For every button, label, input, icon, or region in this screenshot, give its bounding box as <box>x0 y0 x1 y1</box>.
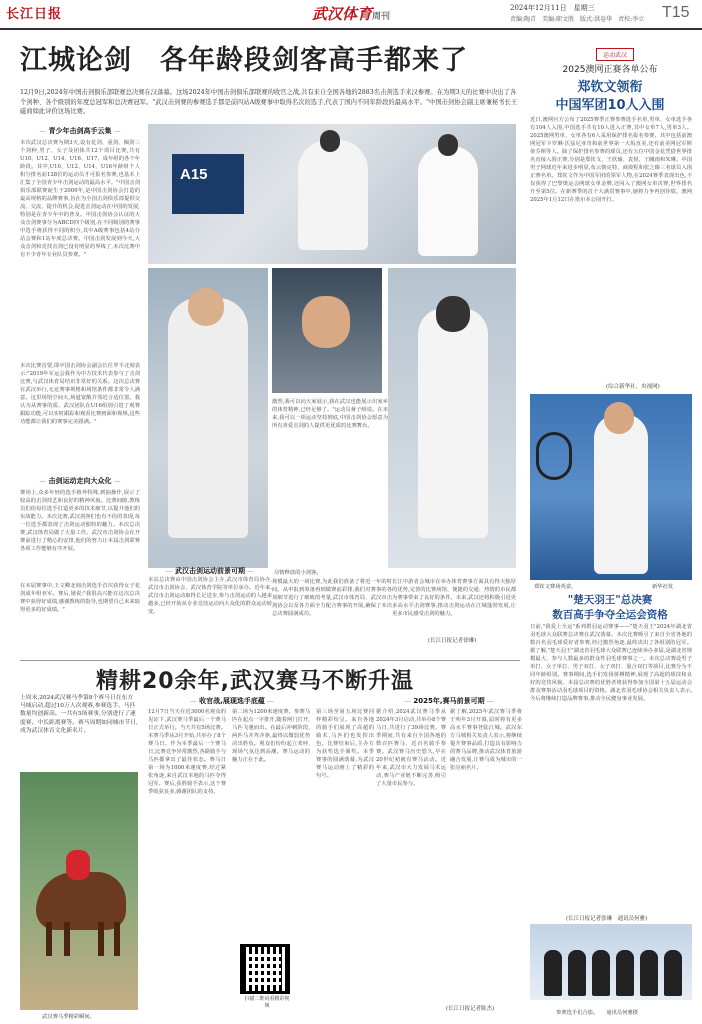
group-person <box>568 950 586 996</box>
article1-column-1 <box>20 126 140 616</box>
fencing-photo-kid-left <box>148 268 268 568</box>
article1-source: (长江日报记者徐琳) <box>428 638 477 644</box>
badminton-source: (长江日报记者张琳 通讯员何雅) <box>566 916 648 922</box>
fencing-mask-right <box>438 134 458 156</box>
group-person <box>664 950 682 996</box>
article2-source: (长江日报记者陈杰) <box>446 1006 495 1012</box>
article2-body-5: 据了解,2025年武汉赛马季将于明年3月开幕,届时将有更多高水平赛事登陆江城。武汉东方马城相关负责人表示,将继续提升赛事品质,打造具有影响力的赛马品牌,推动武汉体育旅游融合发展,让赛马成为城市的一张亮丽名片。 <box>450 709 522 771</box>
group-person <box>640 950 658 996</box>
fencing-photo-main <box>148 124 516 264</box>
article1-body-7: 规模最大的一场比赛,为此我们准备了将近一年的时间。从申报到筹备再到做赛前彩排,我们对赛事的各项细节进行了细致的考量,武汉市体育局、武汉市击剑协会以及各方面全力配合赛事的开展,确保了本次总决赛圆满成功。 <box>272 579 392 617</box>
page-header <box>0 0 702 30</box>
horse-leg <box>64 922 70 956</box>
fencing-mask-left <box>320 130 340 152</box>
article2-lead: 上周末,2024武汉赛马季第8个赛马日在东方马城启动,超过10万人次观赛,参赛选手、马匹数量均创新高。一共有5场赛事,分别进行了速度赛、中长距离赛等。赛马周期如同城市节日,成为武汉体育文化新名片。 <box>20 695 138 734</box>
column-tag <box>596 42 634 61</box>
badminton-title-line-1: "楚天羽王"总决赛 <box>567 594 653 606</box>
tennis-player-head <box>604 402 634 434</box>
fencing-photo-kid-right <box>388 268 516 568</box>
section-brand <box>312 3 390 24</box>
qr-caption: 扫描二维码看精彩视频 <box>244 996 290 1009</box>
fencing-photo-caption: 尽情释放的小剑客。 <box>274 570 322 576</box>
video-qr-code[interactable] <box>240 944 290 994</box>
badminton-photo-caption: 参赛选手们合影。 通讯员何雅摄 <box>556 1010 639 1016</box>
group-person <box>616 950 634 996</box>
fencing-photo-kid-cheer <box>272 268 382 393</box>
article1-body-2: 本次比赛首要,即中国击剑协会副会长任罗平北刻表示:"2019年军运会我作为中方技术代表参与了击剑比赛,与武汉体育局结识非常好的关系。这次总决赛在武汉举行,无论赛事规格和场馆条件都非常令人满意。这里场馆空间大,场道宽敞并邻近合适位置。我认为从赛事的质、武汉团队在U16组别引进了观赛跟踪功能,可以实时跟踪和观看比赛画面和视频,这些功能都让我们的赛事完美圆满。" <box>20 363 140 425</box>
young-fencer-right <box>418 308 488 538</box>
tennis-photo <box>530 394 692 580</box>
tennis-body: 近日,澳网官方公布了2025赛季正赛参赛选手名单,男单、女单选手各有104人入围,中国选手共有10人进入正赛,其中女单7人,男单3人。2025澳网男单、女单各有6人采用保护排名报名参赛。其中包括前澳网冠军卡罗琳·沃兹尼亚奇和前世界第一大坂直美,还有前美网冠军斯蒂芬斯等人。除了保护排名参赛的球员,还有五位中国金花凭借世界排名直接入围正赛,分别是郑钦文、王欣瑜、袁悦、王曦雨和朱琳。中国男子网球近年来进步明显,布云朝克特、商竣程和张之臻三名球员入围正赛名单。郑钦文作为中国军团的领军人物,在2024赛季表现出色,不仅获得了巴黎奥运会网球女单金牌,还闯入了澳网女单决赛,世界排名升至第5位。在新赛季的首个大满贯赛事中,她将力争再创佳绩。澳网2025年1月12日在墨尔本公园开打。 <box>530 117 692 203</box>
page-number: T15 <box>662 4 690 21</box>
racket-icon <box>536 432 572 480</box>
tennis-photo-credit: 新华社发 <box>652 584 674 590</box>
horse-racing-photo <box>20 772 138 1010</box>
tennis-title-line-1: 郑钦文领衔 <box>577 80 643 95</box>
young-fencer-head <box>188 288 224 326</box>
fencing-mask-kid <box>436 296 470 332</box>
section-brand-suffix: 周刊 <box>372 12 391 22</box>
editor-credits: 责编:陶青 美编:职文胜 版式:洪卷华 责校:李立 <box>510 16 645 23</box>
horse-racing-caption: 武汉赛马季精彩瞬间。 <box>42 1014 95 1020</box>
tennis-source: (综合新华社、央视网) <box>606 384 660 390</box>
article1-body-3: 赛场上,众多年轻的选手格外特殊,到抽操作,展示了较高的击剑技艺和良好的精神风貌。比赛间隙,教练员们给每位选手打造更多的技术细节,以提升他们的实战能力。本次比赛,武汉剑客们也有不俗的表现,每一位选手都表现了击剑运动独特的魅力。本次总决赛,武汉体育局做了大量工作。武汉市击剑协会在开赛前进行了精心的安排,他们的努力让本届击剑联赛各项工作能够有序开展。 <box>20 490 140 552</box>
badminton-title-line-2: 数百高手争夺全运会资格 <box>552 609 668 621</box>
article1-subheading-2: — 击剑运动走向大众化 — <box>20 476 140 486</box>
article2-subheading-1: — 收官战,展现选手底蕴 — <box>148 696 316 706</box>
badminton-group-photo <box>530 924 692 1000</box>
fencer-right <box>418 146 478 256</box>
article1-body-8: 长江中游省会城市在举办体育赛事方面具有得天独厚的优势,完善的比赛场馆、便捷的交通、热情的市民都为赛事带来了良好的条件。未来,武汉还将积极引进更多高水平击剑赛事,推动击剑运动在江城蓬勃发展,让更多市民感受击剑的魅力。 <box>392 579 516 617</box>
article2-headline: 精耕20余年,武汉赛马不断升温 <box>96 669 414 694</box>
tennis-player <box>594 414 648 574</box>
tennis-title-small: 2025澳网正赛各单公布 <box>562 65 658 75</box>
horse-leg <box>114 922 120 956</box>
article1-body-6: 本站总决赛由中国击剑协会主办,武汉市体育局协办,武汉市击剑协会、武汉体育学院等单位承办。近年来,武汉市击剑运动取得长足进步,参与击剑运动的人越来越多,已经开始从专业竞技运动向大众化的群众运动转变。 <box>148 577 272 615</box>
fencer-left <box>298 140 368 250</box>
group-person <box>544 950 562 996</box>
tennis-photo-caption: 郑钦文赛场英姿。 <box>534 584 577 590</box>
article1-body-1: 本次武汉总决赛为期3天,设有花剑、重剑、佩剑三个剑种,男子、女子及团体共12个项目比赛,共有U10、U12、U14、U16、U17、成年组的各个年龄段。其中,U10、U12、U14、U16年龄组个人积分排名前128位的运动员才可报名参赛,也基本上汇集了全国青少年击剑运动的最高水平。"中国击剑俱乐部联赛诞生于2009年,是中国击剑协会打造的最高规格的品牌赛事,旨在为全国击剑俱乐部提供交流、交流、提升的机会,促进击剑运动在中国的发展,特别是在青少年中的普及。中国击剑协会认证的大众击剑赛事分为ABCD四个级别,在不同级别的赛事中选手将获得不同的积分,其中A级赛事包括4站分站会赛和1站年度总决赛。中国击剑发展到今天,大众击剑和竞技击剑已没有明显的界线了,本次比赛中有不少青年专业队员参赛。" <box>20 140 140 258</box>
badminton-body: 日前,"我爱上全运"系列群羽运动赛事——"楚天羽王"2024年湖北省羽毛球大众联赛总决赛在武汉落幕。本次比赛吸引了来自全省各地的数百名羽毛球爱好者参赛,经过激烈角逐,最终决出了各组别的冠军。据了解,"楚天羽王"湖北省羽毛球大众联赛已连续举办多届,是湖北省规模最大、参与人数最多的群众性羽毛球赛事之一。本次总决赛设男子单打、女子单打、男子双打、女子双打、混合双打等项目,比赛分为不同年龄组别。赛事期间,选手们发扬拼搏精神,展现了高超的球技和良好的竞技风貌。本届总决赛的优胜者将获得参加全国第十五届运动会群众赛事活动羽毛球项目的资格。湖北省羽毛球协会相关负责人表示,今后将继续打造品牌赛事,推动全民健身事业发展。 <box>530 624 692 702</box>
article2-subheading-2: — 2025年,赛马前景可期 — <box>376 696 522 706</box>
column-tag-label: 运动武汉 <box>596 48 634 61</box>
article1-headline: 江城论剑 各年龄段剑客高手都来了 <box>20 45 468 76</box>
article2-body-1: 12月7日当天在近3000名观众的见证下,武汉赛马季最后一个赛马日正式举行。当天共有5场比赛。本赛马季从3月开始,共举办了8个赛马日。作为本季最后一个赛马日,比赛竞争异常激烈,各路骑手与马匹都拿出了最佳状态。赛马日第一场为1000米速度赛,经过紧张角逐,来自武汉本地的马匹夺得冠军。赛后,获胜骑手表示,这个赛季收获良多,感谢团队的支持。 <box>148 709 226 795</box>
article1-subheading-3: — 武汉击剑运动前景可期 — <box>148 566 272 576</box>
newspaper-logo: 长江日报 <box>6 7 63 22</box>
young-fencer <box>168 298 248 538</box>
article1-subheading-1: — 青少年击剑高手云集 — <box>20 126 140 136</box>
section-divider <box>20 660 520 661</box>
article2-body-3: 第三场至第五场比赛同样精彩纷呈。来自各地的骑手们展现了高超的骑术,马匹们也发挥出色。比赛结束后,主办方为获奖选手颁奖。本季赛事的圆满落幕,为武汉赛马运动画上了精彩的句号。 <box>316 709 374 779</box>
horse-leg <box>98 922 104 956</box>
article2-body-2: 第二场为1200米速度赛。参赛马匹在起点一字排开,随着闸门打开,马匹飞驰而出。在最后冲刺阶段,两匹马并驾齐驱,最终以微弱优势决出胜负。观众们纷纷起立欢呼,现场气氛达到高潮。赛马运动的魅力正在于此。 <box>232 709 310 763</box>
article2-body-4: 据介绍,2024武汉赛马季从2024年3月启动,共举办8个赛马日,共进行了39场比赛。赛季期间,共有来自全国各地的数百匹赛马、近百名骑手参赛。武汉赛马历史悠久,早在20世纪初就有赛马活动。近年来,武汉市大力发展马术运动,赛马产业链不断完善,吸引了大量市民参与。 <box>376 709 446 787</box>
article1-body-5: 激烈,我可以向大家展示,我在武汉也能展示出家乡的体育精神,已经足够了。"运动员蒋子岐说。在未来,我可以一项运动坚持到底,中国击剑协会愿意为所有喜爱击剑的人提供更优质的比赛舞台。 <box>272 399 388 429</box>
arena-screen: A15 <box>172 154 244 214</box>
article1-body-4: 在本届赛事中,王文卿北刻击剑选手首次获得女子花剑成年组亚军。赛后,她说:"我很高兴能在这次总决赛中获得好成绩,感谢教练的指导,也期望自己未来取得更多的好成绩。" <box>20 583 140 613</box>
horse-leg <box>46 922 52 956</box>
group-person <box>592 950 610 996</box>
issue-date: 2024年12月11日 星期三 <box>510 4 595 12</box>
jockey <box>66 850 90 880</box>
article1-lead: 12月9日,2024年中国击剑俱乐部联赛总决赛在汉落幕。这场2024年中国击剑俱乐部联赛的收官之战,共有来自全国各地的2883名击剑选手来汉参赛。在为期3天的比赛中决出了各个剑种、各个级别的年度总冠军和总决赛冠军。"武汉击剑赛的参赛选手都是前四站A级赛事中取得名次的选手,代表了国内不同年龄段的最高水平。"中国击剑协会副主席兼秘书长王磁商如此评价这场比赛。 <box>20 89 518 115</box>
tennis-title-line-2: 中国军团10人入围 <box>555 98 665 113</box>
section-brand-name: 武汉体育 <box>312 5 373 23</box>
cheering-fencer-face <box>302 296 350 348</box>
